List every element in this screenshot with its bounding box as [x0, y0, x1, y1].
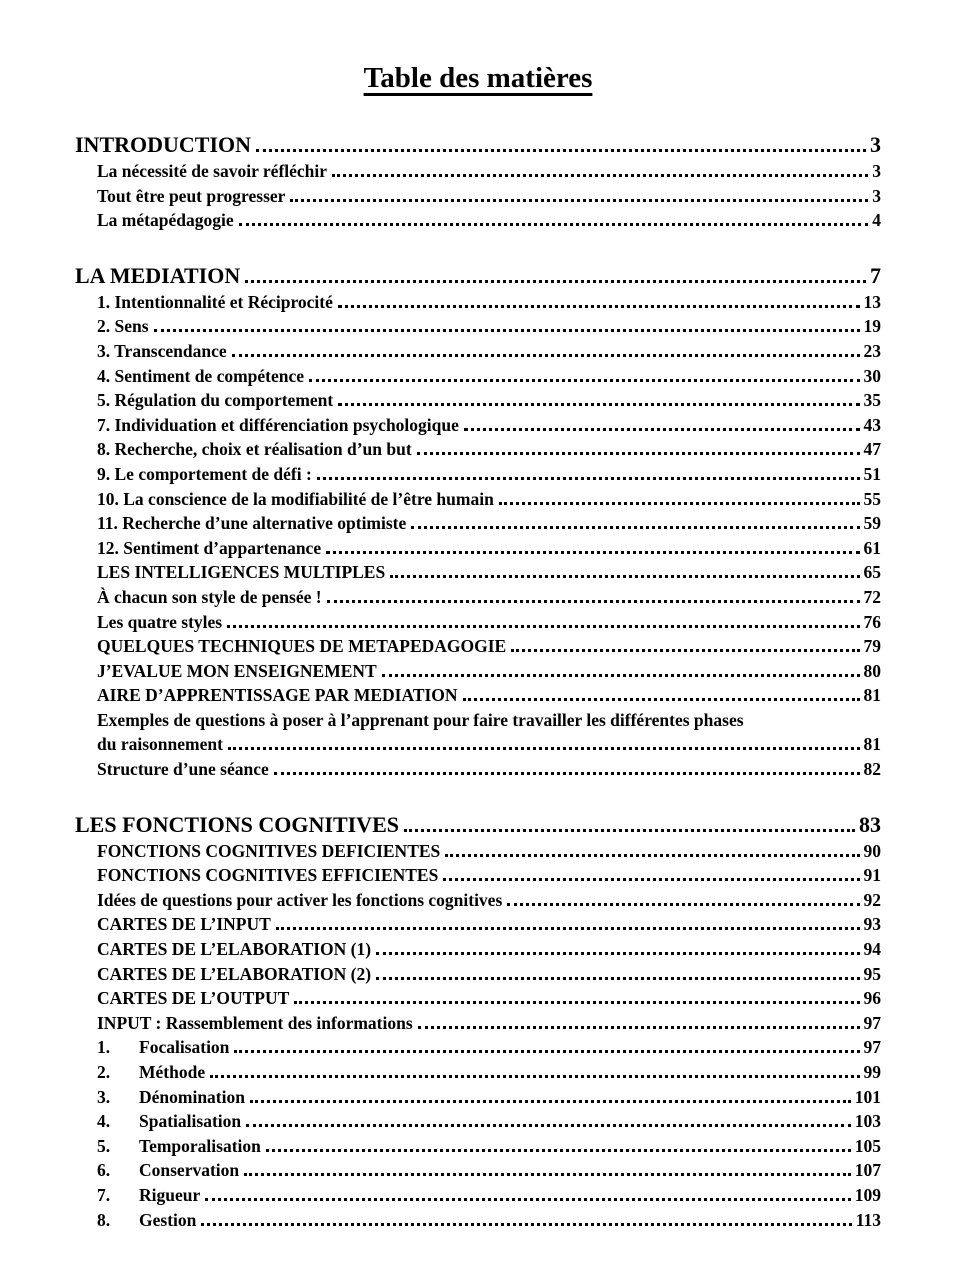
toc-page-number: 4	[872, 210, 881, 231]
toc-entry	[97, 986, 881, 1011]
toc-entry-label: QUELQUES TECHNIQUES DE METAPEDAGOGIE	[97, 636, 507, 657]
toc-entry	[97, 937, 881, 962]
toc-page-number: 109	[854, 1184, 881, 1205]
toc-leader-dots	[404, 829, 855, 832]
toc-leader-dots	[327, 600, 860, 603]
toc-leader-dots	[382, 674, 860, 677]
toc-page-number: 93	[863, 914, 881, 935]
toc-entry	[97, 757, 881, 782]
toc-entry-label: AIRE D’APPRENTISSAGE PAR MEDIATION	[97, 685, 458, 706]
toc-leader-dots	[390, 575, 859, 578]
toc-entry-label: La nécessité de savoir réfléchir	[97, 161, 328, 181]
toc-page-number: 59	[863, 513, 881, 534]
toc-entry-label: CARTES DE L’ELABORATION (2)	[97, 963, 372, 984]
toc-entry-label: CARTES DE L’ELABORATION (1)	[97, 939, 372, 960]
toc-entry-label: LES INTELLIGENCES MULTIPLES	[97, 562, 386, 583]
toc-leader-dots	[445, 854, 859, 857]
toc-entry	[97, 1085, 881, 1110]
toc-entry-label: CARTES DE L’INPUT	[97, 914, 271, 935]
toc-leader-dots	[227, 625, 859, 628]
toc-page-number: 83	[859, 811, 881, 837]
toc-entry-number: 4.	[97, 1111, 111, 1132]
toc-entry-label: 7. Individuation et différenciation psychologique	[97, 414, 459, 435]
toc-entry-label: 4. Sentiment de compétence	[97, 365, 305, 386]
toc-entry-label: Conservation	[139, 1160, 240, 1181]
toc-entry-label: INPUT : Rassemblement des informations	[97, 1012, 413, 1033]
toc-entry-label: 1. Intentionnalité et Réciprocité	[97, 291, 333, 312]
toc-leader-dots	[266, 1149, 851, 1152]
toc-entry	[97, 437, 881, 462]
toc-leader-dots	[332, 174, 868, 177]
toc-page-number: 81	[863, 734, 881, 755]
toc-entry-label: Méthode	[139, 1062, 206, 1082]
toc-page-number: 101	[854, 1086, 881, 1107]
toc-section-2	[75, 262, 881, 782]
toc-entry-label: 8. Recherche, choix et réalisation d’un but	[97, 439, 412, 460]
toc-entry-label: 12. Sentiment d’appartenance	[97, 537, 322, 558]
toc-entry	[97, 1208, 881, 1233]
toc-entry	[97, 610, 881, 635]
toc-page-number: 13	[863, 291, 881, 312]
toc-page-number: 94	[863, 939, 881, 960]
toc-entry-label: CARTES DE L’OUTPUT	[97, 988, 290, 1009]
toc-leader-dots	[232, 354, 860, 357]
toc-page-number: 97	[863, 1012, 881, 1033]
toc-page-number: 51	[863, 463, 881, 484]
toc-leader-dots	[326, 551, 859, 554]
toc-leader-dots	[317, 477, 860, 480]
toc-entry	[97, 536, 881, 561]
toc-page-number: 97	[863, 1037, 881, 1058]
table-of-contents	[75, 131, 881, 1232]
toc-entry	[97, 388, 881, 413]
toc-page-number: 3	[872, 161, 881, 181]
toc-entry-label: La métapédagogie	[97, 210, 234, 231]
toc-page-number: 81	[863, 685, 881, 706]
toc-entry	[97, 364, 881, 389]
toc-page-number: 72	[863, 586, 881, 607]
toc-entry-label: 10. La conscience de la modifiabilité de l’être humain	[97, 488, 494, 509]
toc-entry	[97, 1183, 881, 1208]
toc-entry	[97, 314, 881, 339]
toc-page-number: 3	[872, 185, 881, 206]
toc-entry-label: Dénomination	[139, 1086, 245, 1107]
toc-entry	[97, 487, 881, 512]
toc-entry	[97, 560, 881, 585]
toc-leader-dots	[276, 927, 860, 930]
toc-page-number: 82	[863, 759, 881, 780]
toc-page-number: 95	[863, 963, 881, 984]
toc-title: Table des matières	[363, 62, 593, 94]
toc-entry	[97, 962, 881, 987]
toc-page-number: 43	[863, 414, 881, 435]
toc-leader-dots	[418, 1026, 860, 1029]
toc-page-number: 3	[870, 132, 881, 157]
toc-page-number: 105	[854, 1135, 881, 1156]
toc-leader-dots	[246, 1124, 851, 1127]
toc-page-number: 55	[863, 488, 881, 509]
toc-entry-label: 2. Sens	[97, 316, 149, 337]
toc-leader-dots	[507, 903, 859, 906]
toc-entry	[97, 511, 881, 536]
toc-leader-dots	[256, 149, 866, 152]
toc-page-number: 65	[863, 562, 881, 583]
toc-entry	[97, 659, 881, 684]
toc-entry-label: Focalisation	[139, 1037, 230, 1058]
toc-leader-dots	[338, 403, 859, 406]
toc-page-number: 35	[863, 390, 881, 411]
toc-page-number: 103	[854, 1111, 881, 1132]
toc-entry	[75, 811, 881, 839]
toc-page-number: 30	[863, 365, 881, 386]
toc-leader-dots	[309, 379, 859, 382]
toc-page-number: 19	[863, 316, 881, 337]
toc-leader-dots	[417, 452, 860, 455]
toc-entry	[97, 912, 881, 937]
toc-leader-dots	[239, 223, 869, 226]
toc-entry	[97, 732, 881, 757]
toc-entry-label: 5. Régulation du comportement	[97, 390, 334, 411]
toc-leader-dots	[245, 280, 866, 283]
toc-entry-label: Exemples de questions à poser à l’apprenant pour faire travailler les différentes phases	[97, 709, 744, 730]
toc-page-number: 107	[854, 1160, 881, 1181]
toc-leader-dots	[463, 698, 860, 701]
toc-entry-number: 2.	[97, 1062, 111, 1082]
toc-entry	[97, 634, 881, 659]
toc-entry	[97, 839, 881, 864]
toc-page-number: 91	[863, 865, 881, 886]
toc-entry-label: LA MEDIATION	[75, 262, 241, 288]
toc-entry-label: 11. Recherche d’une alternative optimiste	[97, 513, 407, 534]
toc-entry	[97, 683, 881, 708]
toc-leader-dots	[154, 329, 860, 332]
toc-entry	[97, 708, 881, 733]
toc-entry-number: 7.	[97, 1184, 111, 1205]
toc-entry-label: Temporalisation	[139, 1135, 261, 1156]
toc-entry-number: 5.	[97, 1135, 111, 1156]
toc-entry-label: À chacun son style de pensée !	[97, 586, 322, 607]
toc-entry-label: Idées de questions pour activer les fonctions cognitives	[97, 889, 503, 910]
toc-section-1	[75, 131, 881, 233]
toc-entry-label: INTRODUCTION	[75, 132, 252, 157]
toc-leader-dots	[201, 1223, 851, 1226]
toc-leader-dots	[376, 977, 859, 980]
toc-entry	[97, 1060, 881, 1085]
toc-leader-dots	[511, 649, 859, 652]
toc-leader-dots	[338, 305, 860, 308]
toc-entry-label: Spatialisation	[139, 1111, 242, 1132]
toc-page-number: 80	[863, 660, 881, 681]
toc-entry	[97, 888, 881, 913]
toc-entry-label: FONCTIONS COGNITIVES EFFICIENTES	[97, 865, 439, 886]
toc-entry	[97, 339, 881, 364]
toc-leader-dots	[294, 1001, 859, 1004]
toc-entry	[97, 1109, 881, 1134]
toc-leader-dots	[443, 878, 859, 881]
toc-entry	[97, 1035, 881, 1060]
toc-entry	[97, 159, 881, 184]
toc-leader-dots	[205, 1198, 851, 1201]
toc-section-3	[75, 811, 881, 1233]
toc-entry-number: 1.	[97, 1037, 111, 1058]
toc-entry	[97, 208, 881, 233]
toc-entry	[97, 413, 881, 438]
toc-entry-label: J’EVALUE MON ENSEIGNEMENT	[97, 660, 377, 681]
toc-entry-label: 9. Le comportement de défi :	[97, 463, 312, 484]
toc-entry-label: FONCTIONS COGNITIVES DEFICIENTES	[97, 840, 441, 861]
toc-entry-number: 6.	[97, 1160, 111, 1181]
toc-entry	[97, 1134, 881, 1159]
toc-entry-label: Structure d’une séance	[97, 759, 269, 780]
toc-page-number: 61	[863, 537, 881, 558]
toc-page-number: 99	[863, 1062, 881, 1082]
toc-page-number: 47	[863, 439, 881, 460]
toc-page-number: 92	[863, 889, 881, 910]
toc-entry	[97, 290, 881, 315]
toc-leader-dots	[376, 952, 859, 955]
toc-entry-label: Tout être peut progresser	[97, 185, 286, 206]
toc-page-number: 76	[863, 611, 881, 632]
toc-entry-label: Gestion	[139, 1209, 197, 1230]
toc-page-number: 113	[855, 1209, 881, 1230]
toc-entry	[75, 262, 881, 290]
toc-entry-label: Rigueur	[139, 1184, 201, 1205]
toc-leader-dots	[244, 1173, 851, 1176]
toc-entry-number: 8.	[97, 1209, 111, 1230]
toc-leader-dots	[228, 747, 860, 750]
toc-leader-dots	[234, 1050, 859, 1053]
toc-entry-label: Les quatre styles	[97, 611, 223, 632]
toc-page-number: 90	[863, 840, 881, 861]
toc-leader-dots	[250, 1100, 851, 1103]
toc-page-number: 7	[870, 262, 881, 288]
toc-entry	[97, 1011, 881, 1036]
toc-entry	[97, 863, 881, 888]
toc-page-number: 96	[863, 988, 881, 1009]
toc-entry-number: 3.	[97, 1086, 111, 1107]
toc-leader-dots	[464, 428, 860, 431]
toc-entry-label: LES FONCTIONS COGNITIVES	[75, 811, 399, 837]
toc-leader-dots	[499, 502, 860, 505]
toc-page-number: 79	[863, 636, 881, 657]
toc-entry	[97, 1158, 881, 1183]
toc-entry	[97, 184, 881, 209]
toc-page-number: 23	[863, 340, 881, 361]
toc-entry-label: 3. Transcendance	[97, 340, 227, 361]
toc-entry	[75, 131, 881, 159]
toc-leader-dots	[274, 772, 860, 775]
toc-leader-dots	[210, 1075, 859, 1078]
toc-entry	[97, 585, 881, 610]
toc-entry	[97, 462, 881, 487]
toc-leader-dots	[411, 526, 859, 529]
toc-leader-dots	[290, 199, 868, 202]
toc-entry-label: du raisonnement	[97, 734, 223, 755]
